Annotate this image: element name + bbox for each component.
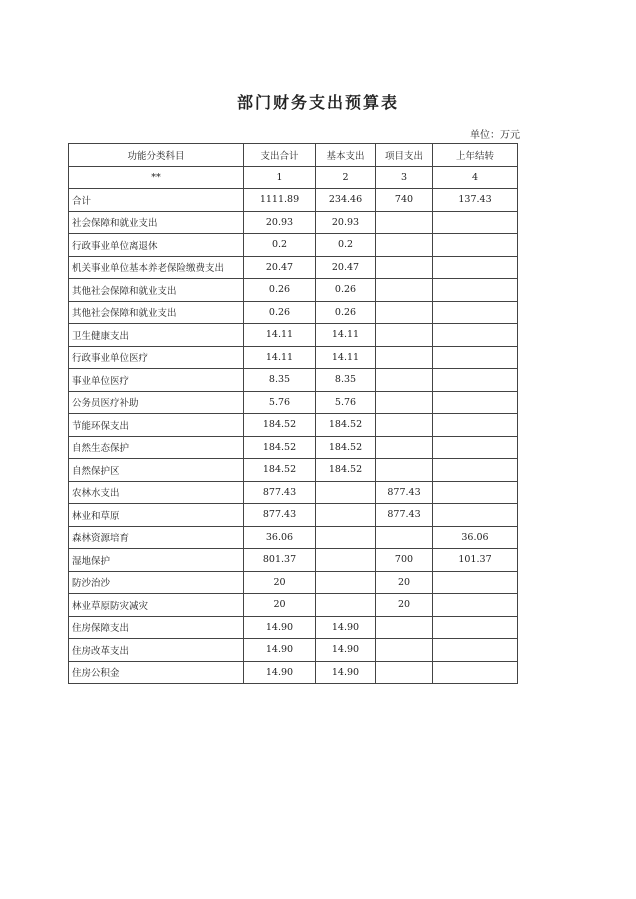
- row-name: 住房保障支出: [69, 616, 244, 639]
- cell-total: 1111.89: [244, 189, 316, 212]
- cell-project: [376, 279, 433, 302]
- row-name: 机关事业单位基本养老保险缴费支出: [69, 256, 244, 279]
- table-index-row: [69, 166, 518, 189]
- cell-carry: 137.43: [433, 189, 518, 212]
- cell-carry: 36.06: [433, 526, 518, 549]
- cell-basic: [316, 504, 376, 527]
- cell-basic: 184.52: [316, 459, 376, 482]
- row-name: 其他社会保障和就业支出: [69, 301, 244, 324]
- table-row: [69, 639, 518, 662]
- cell-total: 0.26: [244, 279, 316, 302]
- cell-basic: [316, 571, 376, 594]
- table-row: [69, 346, 518, 369]
- cell-carry: [433, 211, 518, 234]
- column-header: 支出合计: [244, 144, 316, 167]
- row-name: 公务员医疗补助: [69, 391, 244, 414]
- row-name: 农林水支出: [69, 481, 244, 504]
- cell-carry: [433, 571, 518, 594]
- cell-project: [376, 256, 433, 279]
- cell-project: [376, 639, 433, 662]
- cell-project: [376, 661, 433, 684]
- cell-project: [376, 211, 433, 234]
- page-title: 部门财务支出预算表: [236, 93, 399, 112]
- cell-total: 801.37: [244, 549, 316, 572]
- cell-total: 36.06: [244, 526, 316, 549]
- table-row: [69, 391, 518, 414]
- cell-total: 877.43: [244, 504, 316, 527]
- row-name: 事业单位医疗: [69, 369, 244, 392]
- cell-total: 8.35: [244, 369, 316, 392]
- cell-basic: 20.93: [316, 211, 376, 234]
- table-row: [69, 504, 518, 527]
- cell-carry: [433, 639, 518, 662]
- table-row: [69, 369, 518, 392]
- row-name: 卫生健康支出: [69, 324, 244, 347]
- table-row: [69, 234, 518, 257]
- table-header-row: [69, 144, 518, 167]
- row-name: 林业和草原: [69, 504, 244, 527]
- row-name: 自然保护区: [69, 459, 244, 482]
- cell-basic: 14.90: [316, 639, 376, 662]
- cell-basic: 0.26: [316, 301, 376, 324]
- cell-project: [376, 391, 433, 414]
- cell-carry: [433, 661, 518, 684]
- cell-total: 20: [244, 594, 316, 617]
- table-row: [69, 481, 518, 504]
- cell-total: 877.43: [244, 481, 316, 504]
- cell-basic: 184.52: [316, 436, 376, 459]
- table-row: [69, 256, 518, 279]
- index-cell: 3: [376, 166, 433, 189]
- table-row: [69, 189, 518, 212]
- cell-carry: [433, 301, 518, 324]
- cell-basic: [316, 481, 376, 504]
- cell-basic: [316, 526, 376, 549]
- cell-carry: 101.37: [433, 549, 518, 572]
- cell-basic: 234.46: [316, 189, 376, 212]
- table-row: [69, 526, 518, 549]
- cell-carry: [433, 256, 518, 279]
- cell-carry: [433, 481, 518, 504]
- cell-total: 14.90: [244, 661, 316, 684]
- cell-total: 20.47: [244, 256, 316, 279]
- cell-carry: [433, 459, 518, 482]
- cell-total: 20: [244, 571, 316, 594]
- cell-basic: 14.11: [316, 346, 376, 369]
- row-name: 住房改革支出: [69, 639, 244, 662]
- budget-table: [68, 143, 518, 684]
- column-header: 功能分类科目: [69, 144, 244, 167]
- cell-carry: [433, 369, 518, 392]
- cell-basic: 20.47: [316, 256, 376, 279]
- cell-total: 20.93: [244, 211, 316, 234]
- row-name: 林业草原防灾减灾: [69, 594, 244, 617]
- cell-basic: 14.90: [316, 616, 376, 639]
- cell-project: 20: [376, 594, 433, 617]
- cell-carry: [433, 324, 518, 347]
- table-row: [69, 571, 518, 594]
- cell-total: 14.90: [244, 639, 316, 662]
- table-row: [69, 549, 518, 572]
- row-name: 节能环保支出: [69, 414, 244, 437]
- cell-carry: [433, 616, 518, 639]
- cell-carry: [433, 414, 518, 437]
- column-header: 上年结转: [433, 144, 518, 167]
- table-row: [69, 459, 518, 482]
- table-row: [69, 436, 518, 459]
- row-name: 湿地保护: [69, 549, 244, 572]
- cell-carry: [433, 279, 518, 302]
- index-cell: 2: [316, 166, 376, 189]
- cell-project: 877.43: [376, 504, 433, 527]
- cell-basic: 0.26: [316, 279, 376, 302]
- row-name: 住房公积金: [69, 661, 244, 684]
- cell-project: [376, 234, 433, 257]
- index-cell: **: [69, 166, 244, 189]
- cell-total: 14.90: [244, 616, 316, 639]
- index-cell: 4: [433, 166, 518, 189]
- cell-project: [376, 346, 433, 369]
- table-row: [69, 324, 518, 347]
- cell-basic: 14.90: [316, 661, 376, 684]
- row-name: 行政事业单位医疗: [69, 346, 244, 369]
- cell-total: 14.11: [244, 346, 316, 369]
- cell-carry: [433, 504, 518, 527]
- cell-project: 20: [376, 571, 433, 594]
- cell-total: 184.52: [244, 414, 316, 437]
- cell-basic: 0.2: [316, 234, 376, 257]
- table-row: [69, 616, 518, 639]
- cell-project: 877.43: [376, 481, 433, 504]
- cell-carry: [433, 346, 518, 369]
- row-name: 合计: [69, 189, 244, 212]
- cell-carry: [433, 391, 518, 414]
- cell-basic: 14.11: [316, 324, 376, 347]
- cell-total: 184.52: [244, 436, 316, 459]
- row-name: 其他社会保障和就业支出: [69, 279, 244, 302]
- cell-project: [376, 459, 433, 482]
- cell-total: 14.11: [244, 324, 316, 347]
- cell-total: 0.2: [244, 234, 316, 257]
- cell-project: 700: [376, 549, 433, 572]
- row-name: 防沙治沙: [69, 571, 244, 594]
- unit-label: 单位：万元: [470, 130, 520, 141]
- cell-total: 184.52: [244, 459, 316, 482]
- row-name: 社会保障和就业支出: [69, 211, 244, 234]
- cell-total: 5.76: [244, 391, 316, 414]
- table-row: [69, 594, 518, 617]
- cell-basic: 184.52: [316, 414, 376, 437]
- table-row: [69, 661, 518, 684]
- cell-project: [376, 369, 433, 392]
- row-name: 森林资源培育: [69, 526, 244, 549]
- cell-carry: [433, 436, 518, 459]
- cell-basic: [316, 549, 376, 572]
- cell-project: [376, 616, 433, 639]
- cell-total: 0.26: [244, 301, 316, 324]
- cell-project: [376, 414, 433, 437]
- cell-basic: 5.76: [316, 391, 376, 414]
- row-name: 自然生态保护: [69, 436, 244, 459]
- cell-project: [376, 526, 433, 549]
- cell-basic: 8.35: [316, 369, 376, 392]
- column-header: 基本支出: [316, 144, 376, 167]
- column-header: 项目支出: [376, 144, 433, 167]
- table-row: [69, 414, 518, 437]
- cell-project: [376, 436, 433, 459]
- cell-carry: [433, 594, 518, 617]
- table-row: [69, 279, 518, 302]
- cell-project: [376, 301, 433, 324]
- cell-project: [376, 324, 433, 347]
- table-row: [69, 301, 518, 324]
- table-row: [69, 211, 518, 234]
- cell-project: 740: [376, 189, 433, 212]
- index-cell: 1: [244, 166, 316, 189]
- cell-carry: [433, 234, 518, 257]
- row-name: 行政事业单位离退休: [69, 234, 244, 257]
- cell-basic: [316, 594, 376, 617]
